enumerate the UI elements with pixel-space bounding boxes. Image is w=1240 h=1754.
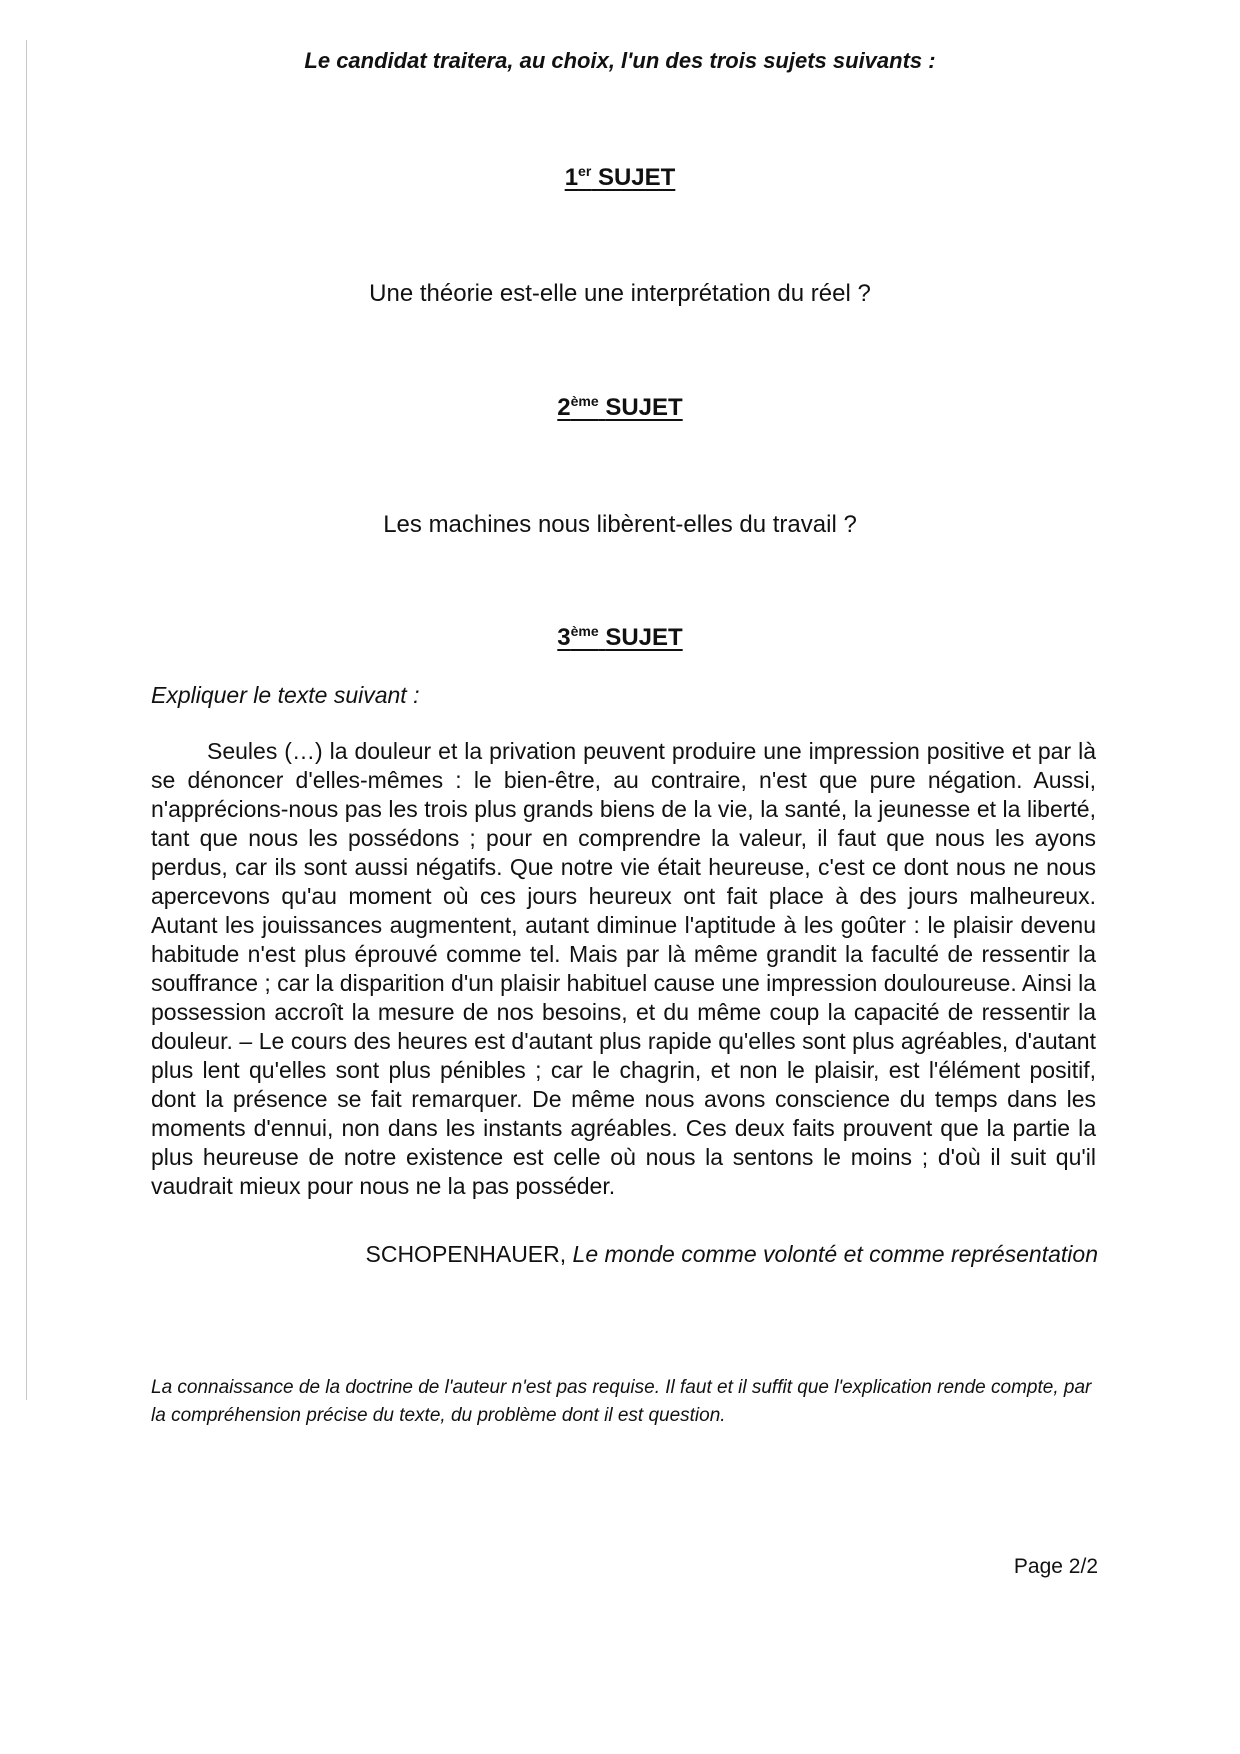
subject-1-number: 1 bbox=[564, 164, 579, 191]
subject-1-question: Une théorie est-elle une interprétation du réel ? bbox=[369, 280, 871, 307]
subject-3-label: SUJET bbox=[605, 624, 683, 651]
text-passage: Seules (…) la douleur et la privation peuvent produire une impression positive et par là se dénoncer d'elles-mêmes : le bien-être, au contraire, n'est que pure négation. Aussi, n'apprécions-nous pas les trois plus grands biens de la vie, la santé, la jeunesse et la liberté, tant que nous les possédons ; pour en comprendre la valeur, il faut que nous les ayons perdus, car ils sont aussi négatifs. Que notre vie était heureuse, c'est ce dont nous ne nous apercevons qu'au moment où ces jours heureux ont fait place à des jours malheureux. Autant les jouissances augmentent, autant diminue l'aptitude à les goûter : le plaisir devenu habitude n'est plus éprouvé comme tel. Mais par là même grandit la faculté de ressentir la souffrance ; car la disparition d'un plaisir habituel cause une impression douloureuse. Ainsi la possession accroît la mesure de nos besoins, et du même coup la capacité de ressentir la douleur. – Le cours des heures est d'autant plus rapide qu'elles sont plus agréables, d'autant plus lent qu'elles sont plus pénibles ; car le chagrin, et non le plaisir, est l'élément positif, dont la présence se fait remarquer. De même nous avons conscience du temps dans les moments d'ennui, non dans les instants agréables. Ces deux faits prouvent que la partie la plus heureuse de notre existence est celle où nous la sentons le moins ; d'où il suit qu'il vaudrait mieux pour nous ne la pas posséder. bbox=[151, 738, 1096, 1199]
subject-1-label: SUJET bbox=[597, 164, 676, 191]
subject-1-suffix: er bbox=[578, 163, 592, 179]
explanation-note: La connaissance de la doctrine de l'auteur n'est pas requise. Il faut et il suffit que l'explication rende compte, par la compréhension précise du texte, du problème dont il est question. bbox=[151, 1377, 1092, 1426]
subject-2-suffix: ème bbox=[570, 393, 599, 409]
passage-attribution bbox=[366, 1241, 1099, 1268]
subject-3-instruction: Expliquer le texte suivant : bbox=[151, 682, 420, 708]
subject-3-number: 3 bbox=[557, 624, 571, 651]
subject-2-label: SUJET bbox=[605, 394, 683, 421]
subject-2-number: 2 bbox=[557, 394, 571, 421]
subject-2-question: Les machines nous libèrent-elles du travail ? bbox=[383, 511, 857, 538]
attribution-author: SCHOPENHAUER, bbox=[365, 1241, 567, 1267]
instructions-heading: Le candidat traitera, au choix, l'un des trois sujets suivants : bbox=[304, 48, 936, 73]
subject-3-heading bbox=[0, 623, 1240, 652]
page-number: Page 2/2 bbox=[1013, 1555, 1098, 1578]
subject-3-suffix: ème bbox=[570, 623, 599, 639]
scan-margin-line bbox=[26, 40, 27, 1400]
subject-1-heading bbox=[0, 163, 1240, 192]
subject-2-heading bbox=[0, 393, 1240, 422]
attribution-work: Le monde comme volonté et comme représentation bbox=[572, 1241, 1098, 1267]
